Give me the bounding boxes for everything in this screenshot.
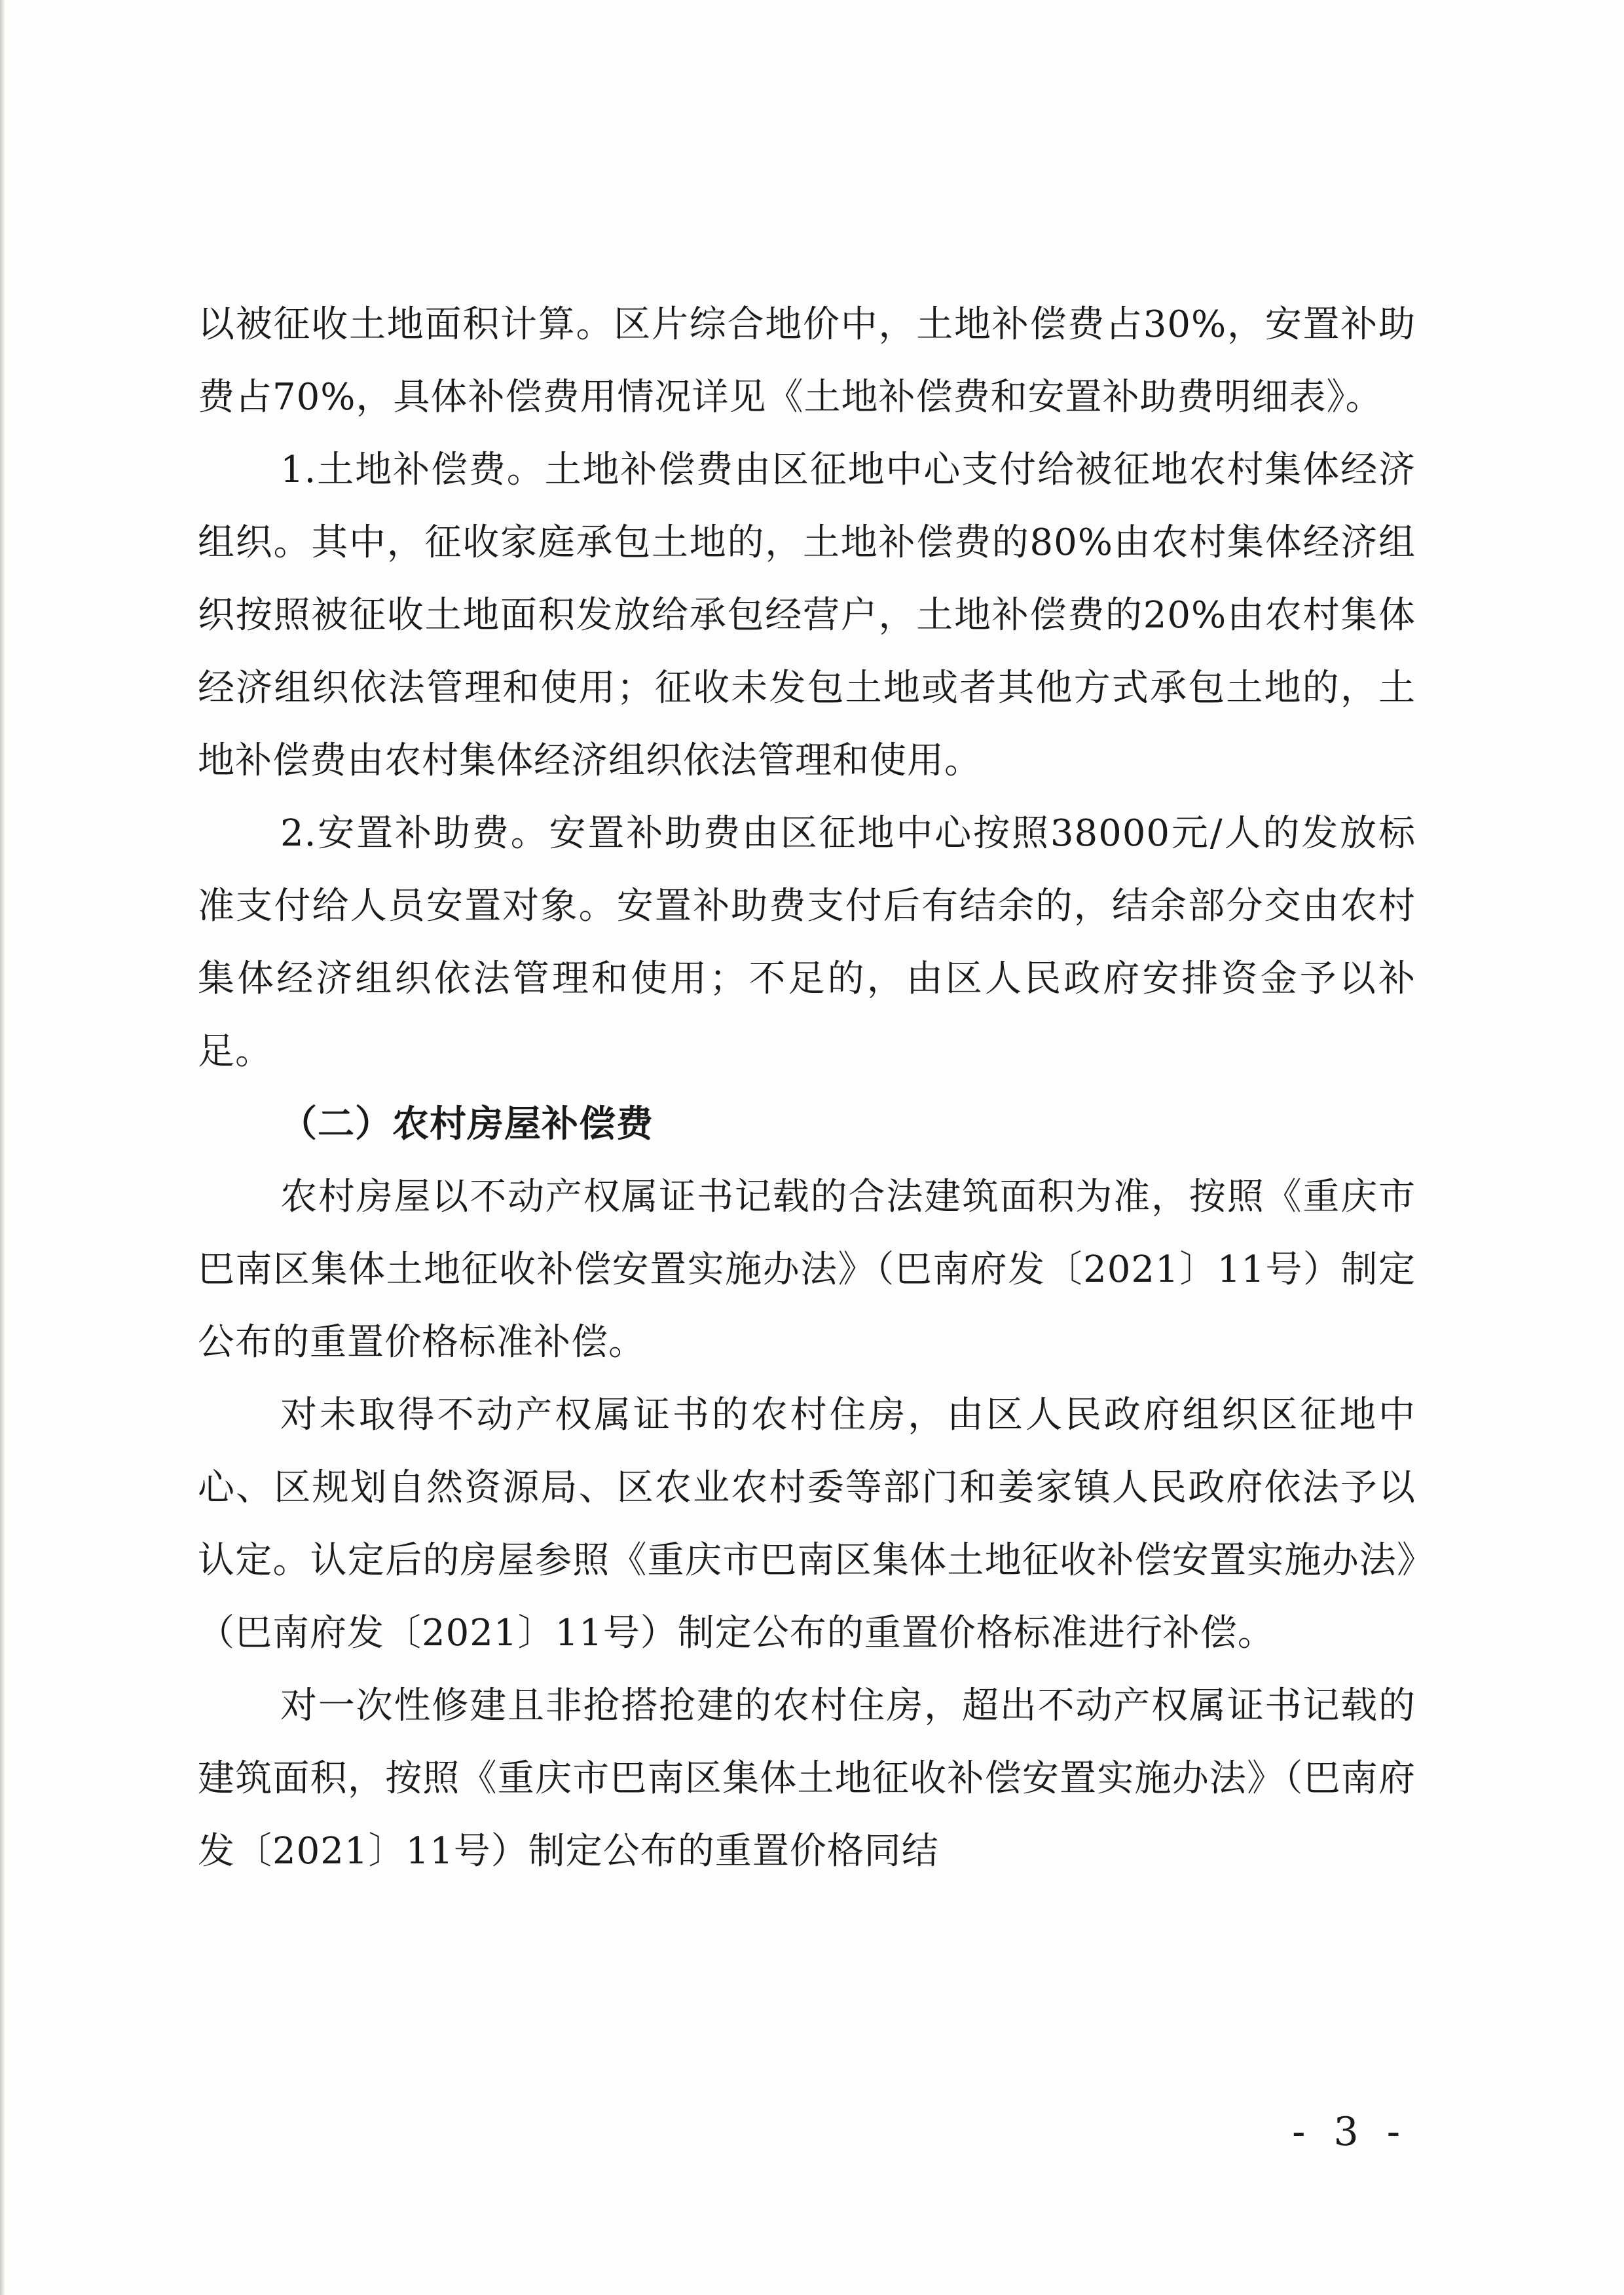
paragraph-housing-uncertified: 对未取得不动产权属证书的农村住房，由区人民政府组织区征地中心、区规划自然资源局、区农业农村委等部门和姜家镇人民政府依法予以认定。认定后的房屋参照《重庆市巴南区集体土地征收补偿安置实施办法》（巴南府发〔2021〕11号）制定公布的重置价格标准进行补偿。 [198, 1394, 1416, 1654]
paragraph-land-price-ratio: 以被征收土地面积计算。区片综合地价中，土地补偿费占30%，安置补助费占70%，具体补偿费用情况详见《土地补偿费和安置补助费明细表》。 [198, 303, 1416, 419]
scan-edge-shadow [0, 0, 5, 2295]
paragraph-land-compensation: 1.土地补偿费。土地补偿费由区征地中心支付给被征地农村集体经济组织。其中，征收家庭承包土地的，土地补偿费的80%由农村集体经济组织按照被征收土地面积发放给承包经营户，土地补偿费的20%由农村集体经济组织依法管理和使用；征收未发包土地或者其他方式承包土地的，土地补偿费由农村集体经济组织依法管理和使用。 [198, 449, 1416, 782]
page-number: - 3 - [1292, 2109, 1408, 2155]
body-text [198, 288, 1416, 1888]
paragraph-housing-certified-area: 农村房屋以不动产权属证书记载的合法建筑面积为准，按照《重庆市巴南区集体土地征收补偿安置实施办法》（巴南府发〔2021〕11号）制定公布的重置价格标准补偿。 [198, 1176, 1416, 1364]
section-heading-rural-housing: （二）农村房屋补偿费 [280, 1103, 654, 1146]
paragraph-resettlement-subsidy: 2.安置补助费。安置补助费由区征地中心按照38000元/人的发放标准支付给人员安置对象。安置补助费支付后有结余的，结余部分交由农村集体经济组织依法管理和使用；不足的，由区人民政府安排资金予以补足。 [198, 812, 1416, 1073]
paragraph-housing-excess-area: 对一次性修建且非抢搭抢建的农村住房，超出不动产权属证书记载的建筑面积，按照《重庆市巴南区集体土地征收补偿安置实施办法》（巴南府发〔2021〕11号）制定公布的重置价格同结 [198, 1685, 1416, 1873]
